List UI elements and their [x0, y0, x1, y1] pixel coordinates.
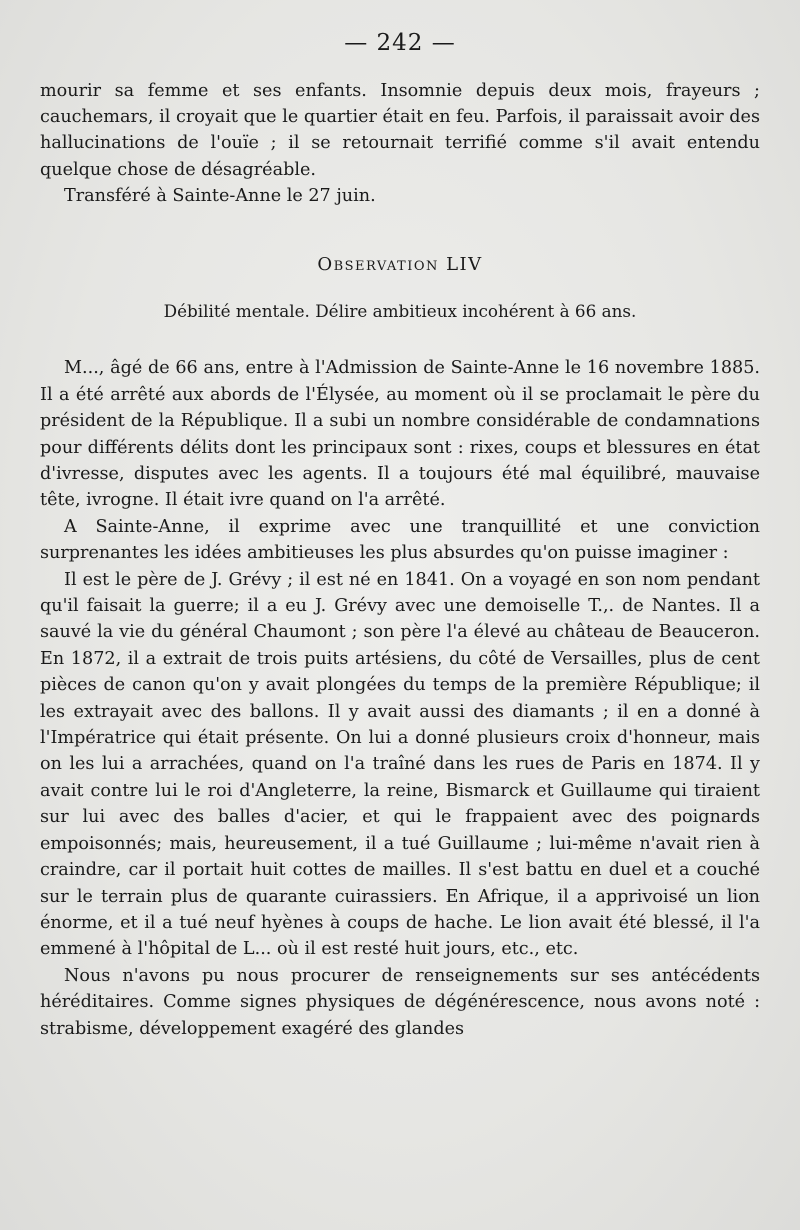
observation-title: Observation LIV	[317, 253, 483, 275]
page-number: — 242 —	[344, 30, 456, 56]
case-paragraph-3: Il est le père de J. Grévy ; il est né en 1841. On a voyagé en son nom pendant qu'il faisait la guerre; il a eu J. Grévy avec une demoiselle T.,. de Nantes. Il a sauvé la vie du général Chaumont ; son père l'a élevé au château de Beauceron. En 1872, il a extrait de trois puits artésiens, du côté de Versailles, plus de cent pièces de canon qu'on y avait plongées du temps de la première République; il les extrayait avec des ballons. Il y avait aussi des diamants ; il en a donné à l'Impératrice qui était présente. On lui a donné plusieurs croix d'honneur, mais on les lui a arrachées, quand on l'a traîné dans les rues de Paris en 1874. Il y avait contre lui le roi d'Angleterre, la reine, Bismarck et Guillaume qui tiraient sur lui avec des balles d'acier, et qui le frappaient avec des poignards empoisonnés; mais, heureusement, il a tué Guillaume ; lui-même n'avait rien à craindre, car il portait huit cottes de mailles. Il s'est battu en duel et a couché sur le terrain plus de quarante cuirassiers. En Afrique, il a apprivoisé un lion énorme, et il a tué neuf hyènes à coups de hache. Le lion avait été blessé, il l'a emmené à l'hôpital de L... où il est resté huit jours, etc., etc.	[40, 569, 760, 960]
case-paragraph-2: A Sainte-Anne, il exprime avec une tranquillité et une conviction surprenantes les idées ambitieuses les plus absurdes qu'on puisse imaginer :	[40, 516, 760, 564]
case-paragraph-4: Nous n'avons pu nous procurer de renseignements sur ses antécédents héréditaires. Comme signes physiques de dégénérescence, nous avons noté : strabisme, développement exagéré des glandes	[40, 965, 760, 1039]
opening-paragraph: mourir sa femme et ses enfants. Insomnie depuis deux mois, frayeurs ; cauchemars, il croyait que le quartier était en feu. Parfois, il paraissait avoir des hallucinations de l'ouïe ; il se retournait terrifié comme s'il avait entendu quelque chose de désagréable.	[40, 80, 760, 180]
transfer-line: Transféré à Sainte-Anne le 27 juin.	[64, 186, 376, 207]
case-paragraph-1: M..., âgé de 66 ans, entre à l'Admission de Sainte-Anne le 16 novembre 1885. Il a été arrêté aux abords de l'Élysée, au moment où il se proclamait le père du président de la République. Il a subi un nombre considérable de condamnations pour différents délits dont les principaux sont : rixes, coups et blessures en état d'ivresse, disputes avec les agents. Il a toujours été mal équilibré, mauvaise tête, ivrogne. Il était ivre quand on l'a arrêté.	[40, 358, 760, 511]
observation-subtitle: Débilité mentale. Délire ambitieux incohérent à 66 ans.	[163, 301, 637, 322]
